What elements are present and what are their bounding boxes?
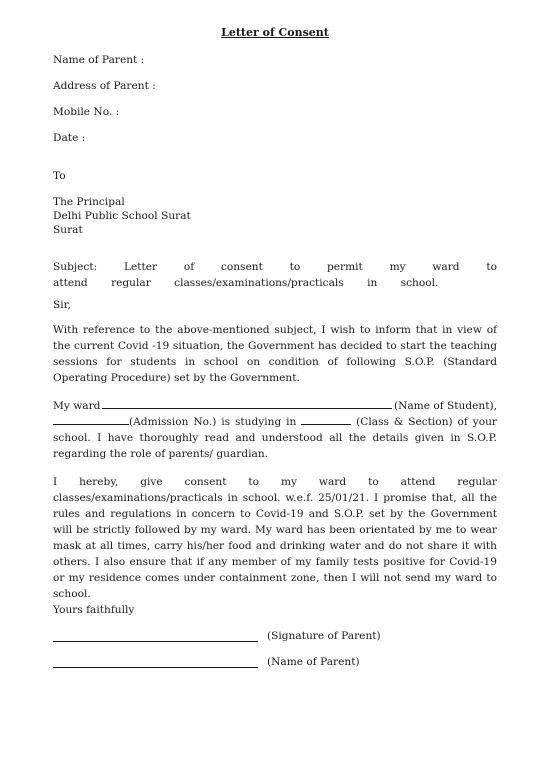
subject-paragraph [53, 259, 497, 291]
recipient-line-1: The Principal [53, 196, 125, 208]
letter-title: Letter of Consent [221, 26, 329, 39]
consent-paragraph: I hereby, give consent to my ward to attend regular classes/examinations/practicals in school. w.e.f. 25/01/21. I promise that, all the rules and regulations in concern to Covid-19 and S.O.P. set by the Government will be strictly followed by my ward. My ward has been orientated by me to wear mask at all times, carry his/her food and drinking water and do not share it with others. I also ensure that if any member of my family tests positive for Covid-19 or my residence comes under containment zone, then I will not send my ward to school. [53, 476, 497, 600]
date-field: Date : [53, 132, 86, 144]
reference-paragraph: With reference to the above-mentioned subject, I wish to inform that in view of the current Covid -19 situation, the Government has decided to start the teaching sessions for students in school on condition of following S.O.P. (Standard Operating Procedure) set by the Government. [53, 324, 497, 384]
name-of-parent-label: (Name of Parent) [267, 656, 360, 668]
ward-line [53, 398, 497, 414]
class-section-blank[interactable] [301, 414, 351, 425]
admission-lines [53, 414, 497, 462]
recipient-line-3: Surat [53, 224, 83, 236]
my-ward-label: My ward [53, 400, 101, 412]
signature-of-parent-label: (Signature of Parent) [267, 630, 381, 642]
name-of-student-label: (Name of Student), [393, 400, 497, 412]
parent-name-line[interactable] [53, 667, 258, 668]
signature-line[interactable] [53, 641, 258, 642]
closing-text: Yours faithfully [53, 604, 135, 616]
to-label: To [53, 170, 66, 182]
name-of-parent-field: Name of Parent : [53, 54, 145, 66]
subject-text: Subject: Letter of consent to permit my ward to attend regular classes/examinations/practicals in school. [53, 261, 497, 289]
mobile-no-field: Mobile No. : [53, 106, 120, 118]
admission-no-blank[interactable] [53, 414, 129, 425]
student-name-blank[interactable] [102, 398, 392, 409]
class-section-label: (Class & Section) of your school. I have thoroughly read and understood all the details given in S.O.P. regarding the role of parents/ guardian. [53, 416, 497, 460]
address-of-parent-field: Address of Parent : [53, 80, 156, 92]
recipient-line-2: Delhi Public School Surat [53, 210, 191, 222]
admission-no-label: (Admission No.) is studying in [129, 416, 297, 428]
salutation: Sir, [53, 299, 71, 311]
ward-details-paragraph [53, 398, 497, 462]
